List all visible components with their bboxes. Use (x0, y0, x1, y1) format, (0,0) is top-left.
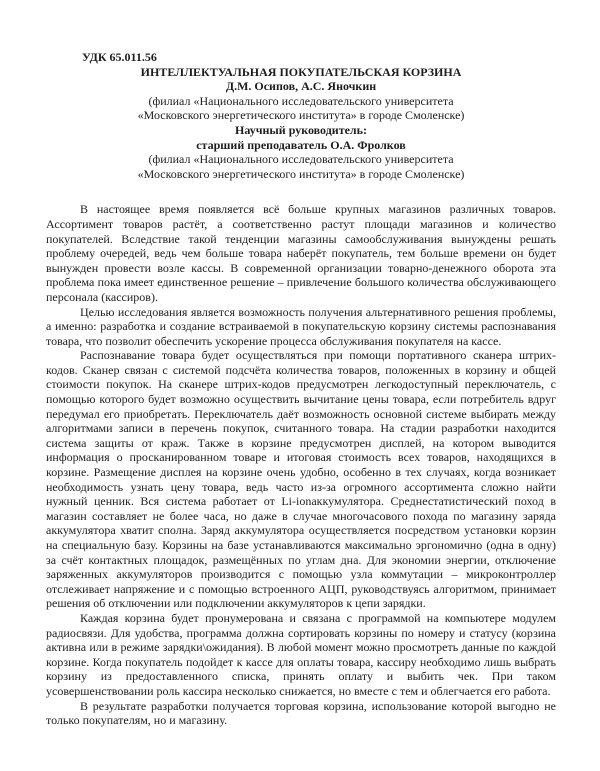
paper-body (46, 202, 556, 727)
paper-header (46, 65, 556, 182)
paper-authors: Д.М. Осипов, А.С. Яночкин (225, 79, 377, 94)
udc-number: УДК 65.011.56 (82, 50, 157, 64)
paragraph-system-description: Распознавание товара будет осуществляться при помощи портативного сканера штрих-кодов. Сканер связан с системой подсчёта количества товаров, положенных в корзину и общей стоимости покупок. На сканере штрих-кодов предусмотрен легкодоступный переключатель, с помощью которого будет возможно осуществить вычитание цены товара, если потребитель вдруг передумал его приобретать. Переключатель даёт возможность основной системе выбирать между алгоритмами записи в перечень покупок, считанного товара. На стадии разработки находится система защиты от краж. Также в корзине предусмотрен дисплей, на котором выводится информация о просканированном товаре и итоговая стоимость всех товаров, находящихся в корзине. Размещение дисплея на корзине очень удобно, особенно в тех случаях, когда возникает необходимость узнать цену товара, ведь часто из-за огромного ассортимента сложно найти нужный ценник. Вся система работает от Li-ionаккумулятора. Среднестатистический поход в магазин составляет не более часа, но даже в случае многочасового похода по магазину заряда аккумулятора хватит сполна. Заряд аккумулятора осуществляется посредством установки корзин на специальную базу. Корзины на базе устанавливаются максимально эргономично (одна в одну) за счёт контактных площадок, размещённых по углам дна. Для экономии энергии, отключение заряженных аккумуляторов производится с помощью узла коммутации – микроконтроллер отслеживает напряжение и с помощью встроенного АЦП, руководствуясь алгоритмом, принимает решения об отключении или подключении аккумуляторов к цепи зарядки. (46, 348, 556, 611)
affiliation-line-1: (филиал «Национального исследовательского университета (148, 93, 454, 108)
paragraph-intro: В настоящее время появляется всё больше крупных магазинов различных товаров. Ассортимент товаров растёт, а соответственно растут площади магазинов и количество покупателей. Вследствие такой тенденции магазины самообслуживания вынуждены решать проблему очередей, ведь чем больше товара наберёт покупатель, тем больше времени он будет вынужден провести возле кассы. В современной организации товарно-денежного оборота эта проблема пока имеет единственное решение – привлечение большого количества обслуживающего персонала (кассиров). (46, 202, 556, 304)
supervisor-name: старший преподаватель О.А. Фролков (196, 137, 406, 152)
paragraph-software: Каждая корзина будет пронумерована и связана с программой на компьютере модулем радиосвязи. Для удобства, программа должна сортировать корзины по номеру и статусу (корзина активна или в режиме зарядки\ожидания). В любой момент можно просмотреть данные по каждой корзине. Когда покупатель подойдет к кассе для оплаты товара, кассиру необходимо лишь выбрать корзину из предоставленного списка, принять оплату и выбить чек. При таком усовершенствовании роль кассира несколько снижается, но вместе с тем и облегчается его работа. (46, 610, 556, 698)
paper-title: ИНТЕЛЛЕКТУАЛЬНАЯ ПОКУПАТЕЛЬСКАЯ КОРЗИНА (140, 64, 462, 79)
supervisor-label: Научный руководитель: (235, 122, 367, 137)
affiliation-line-2: «Московского энергетического института» в городе Смоленске) (137, 108, 465, 123)
paragraph-conclusion: В результате разработки получается торговая корзина, использование которой выгодно не только покупателям, но и магазину. (46, 698, 556, 728)
supervisor-affiliation-line-1: (филиал «Национального исследовательского университета (148, 152, 454, 167)
supervisor-affiliation-line-2: «Московского энергетического института» в городе Смоленске) (137, 166, 465, 181)
paragraph-goal: Целью исследования является возможность получения альтернативного решения проблемы, а именно: разработка и создание встраиваемой в покупательскую корзину системы распознавания товара, что позволит обеспечить ускорение процесса обслуживания покупателя на кассе. (46, 304, 556, 348)
